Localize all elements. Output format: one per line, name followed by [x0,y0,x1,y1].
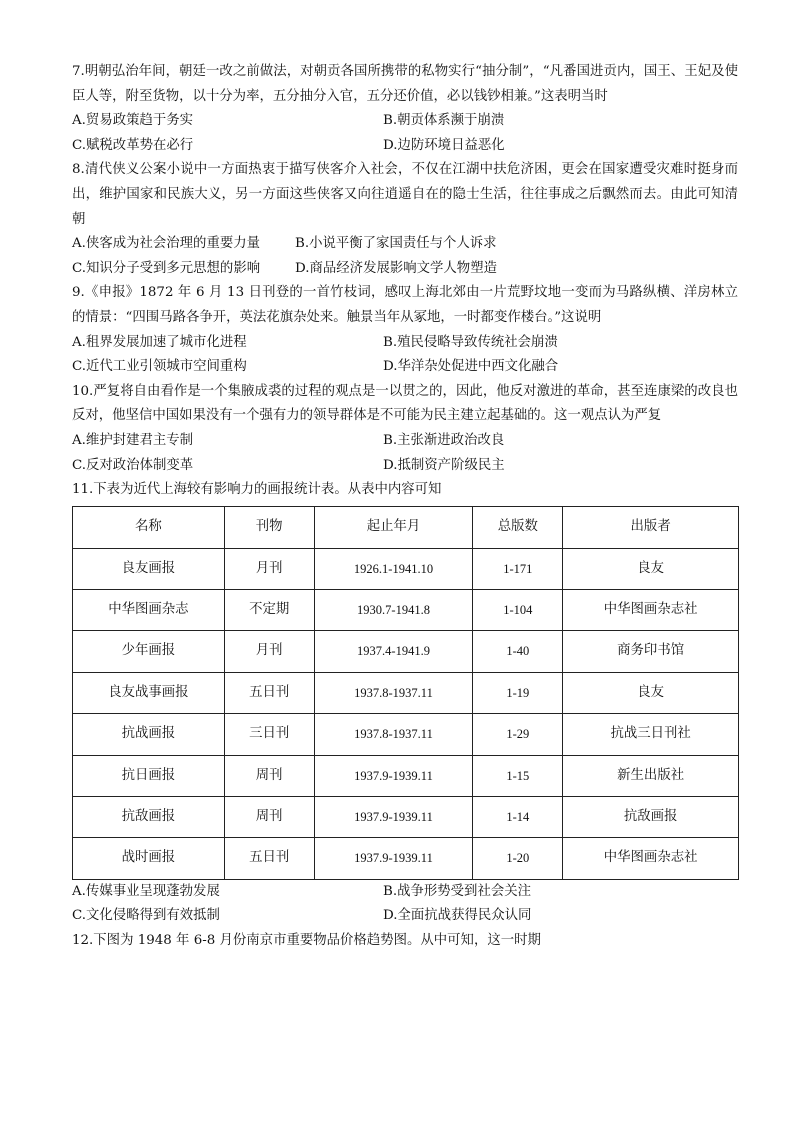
header-issues: 总版数 [473,506,563,548]
q9-stem: 9.《申报》1872 年 6 月 13 日刊登的一首竹枝词，感叹上海北郊由一片荒野坟地一变而为马路纵横、洋房林立的情景：“四围马路各争开，英法花旗杂处来。触景当年从冢地，一时都变作楼台。”这说明 [72,285,738,325]
cell-dates: 1937.8-1937.11 [314,672,473,713]
exam-page [72,60,738,954]
q9-option-c[interactable]: C.近代工业引领城市空间重构 [72,359,247,375]
cell-name: 良友战事画报 [73,672,225,713]
table-row [73,548,739,589]
q7-option-a[interactable]: A.贸易政策趋于务实 [72,113,194,129]
cell-publisher: 中华图画杂志社 [563,838,739,879]
q8-option-a[interactable]: A.侠客成为社会治理的重要力量 [72,236,261,252]
cell-type: 月刊 [224,631,314,672]
header-publisher: 出版者 [563,506,739,548]
cell-issues: 1-40 [473,631,563,672]
q10-options [72,429,738,478]
q10-stem: 10.严复将自由看作是一个集腋成裘的过程的观点是一以贯之的，因此，他反对激进的革命，甚至连康梁的改良也反对，他坚信中国如果没有一个强有力的领导群体是不可能为民主建立起基础的。这一观点认为严复 [72,383,738,424]
cell-name: 中华图画杂志 [73,590,225,631]
cell-publisher: 良友 [563,672,739,713]
cell-publisher: 抗战三日刊社 [563,714,739,755]
q11-stem: 11.下表为近代上海较有影响力的画报统计表。从表中内容可知 [72,482,442,498]
cell-publisher: 商务印书馆 [563,631,739,672]
cell-name: 战时画报 [73,838,225,879]
table-row [73,838,739,879]
q9-option-b[interactable]: B.殖民侵略导致传统社会崩溃 [383,334,558,350]
cell-issues: 1-14 [473,797,563,838]
q8-option-c[interactable]: C.知识分子受到多元思想的影响 [72,260,261,276]
q8-option-b[interactable]: B.小说平衡了家国责任与个人诉求 [295,236,497,252]
cell-dates: 1937.8-1937.11 [314,714,473,755]
q7-options [72,109,738,158]
cell-name: 良友画报 [73,548,225,589]
cell-issues: 1-29 [473,714,563,755]
q11-option-d[interactable]: D.全面抗战获得民众认同 [383,908,532,924]
q11-options [72,880,738,929]
cell-dates: 1930.7-1941.8 [314,590,473,631]
q7-stem: 7.明朝弘治年间，朝廷一改之前做法，对朝贡各国所携带的私物实行“抽分制”，“凡番国进贡内，国王、王妃及使臣人等，附至货物，以十分为率，五分抽分入官，五分还价值，必以钱钞相兼。”这表明当时 [72,64,738,104]
table-row [73,797,739,838]
cell-publisher: 抗敌画报 [563,797,739,838]
cell-issues: 1-104 [473,590,563,631]
cell-dates: 1937.9-1939.11 [314,797,473,838]
pictorial-table [72,506,739,880]
cell-publisher: 新生出版社 [563,755,739,796]
cell-issues: 1-15 [473,755,563,796]
cell-type: 月刊 [224,548,314,589]
q7-option-c[interactable]: C.赋税改革势在必行 [72,137,194,153]
cell-name: 抗敌画报 [73,797,225,838]
header-name: 名称 [73,506,225,548]
q10-option-b[interactable]: B.主张渐进政治改良 [383,432,505,448]
q9-option-d[interactable]: D.华洋杂处促进中西文化融合 [383,359,559,375]
cell-type: 五日刊 [224,672,314,713]
cell-issues: 1-19 [473,672,563,713]
cell-publisher: 中华图画杂志社 [563,590,739,631]
header-dates: 起止年月 [314,506,473,548]
q10-option-c[interactable]: C.反对政治体制变革 [72,457,194,473]
q8-options [72,232,738,281]
q8-option-d[interactable]: D.商品经济发展影响文学人物塑造 [295,260,497,276]
cell-name: 抗战画报 [73,714,225,755]
header-type: 刊物 [224,506,314,548]
q7-option-b[interactable]: B.朝贡体系濒于崩溃 [383,113,505,129]
cell-name: 抗日画报 [73,755,225,796]
table-row [73,672,739,713]
q10-option-d[interactable]: D.抵制资产阶级民主 [383,457,505,473]
q7-option-d[interactable]: D.边防环境日益恶化 [383,137,505,153]
cell-issues: 1-20 [473,838,563,879]
cell-type: 五日刊 [224,838,314,879]
cell-type: 不定期 [224,590,314,631]
cell-dates: 1926.1-1941.10 [314,548,473,589]
table-row [73,631,739,672]
table-header-row [73,506,739,548]
cell-type: 周刊 [224,797,314,838]
q11-option-c[interactable]: C.文化侵略得到有效抵制 [72,908,220,924]
q10-option-a[interactable]: A.维护封建君主专制 [72,432,194,448]
table-row [73,714,739,755]
cell-issues: 1-171 [473,548,563,589]
cell-dates: 1937.9-1939.11 [314,755,473,796]
q9-options [72,331,738,380]
cell-type: 三日刊 [224,714,314,755]
q11-option-a[interactable]: A.传媒事业呈现蓬勃发展 [72,883,220,899]
q9-option-a[interactable]: A.租界发展加速了城市化进程 [72,334,247,350]
q12-stem: 12.下图为 1948 年 6-8 月份南京市重要物品价格趋势图。从中可知，这一时期 [72,933,541,948]
cell-dates: 1937.9-1939.11 [314,838,473,879]
q8-stem: 8.清代侠义公案小说中一方面热衷于描写侠客介入社会，不仅在江湖中扶危济困，更会在国家遭受灾难时挺身而出，维护国家和民族大义，另一方面这些侠客又向往逍遥自在的隐士生活，往往事成之后飘然而去。由此可知清朝 [72,162,738,227]
q11-option-b[interactable]: B.战争形势受到社会关注 [383,883,532,899]
table-row [73,755,739,796]
cell-name: 少年画报 [73,631,225,672]
cell-type: 周刊 [224,755,314,796]
cell-dates: 1937.4-1941.9 [314,631,473,672]
cell-publisher: 良友 [563,548,739,589]
table-row [73,590,739,631]
